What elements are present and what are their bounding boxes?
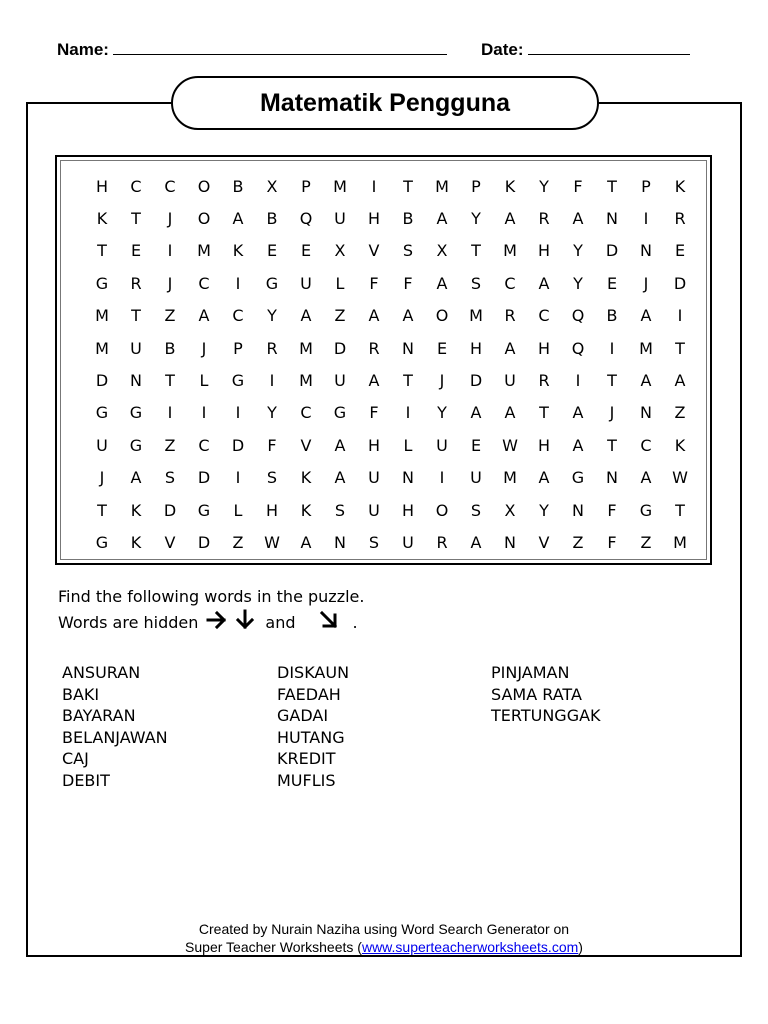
- grid-letter[interactable]: U: [504, 371, 516, 391]
- grid-letter[interactable]: W: [672, 468, 688, 488]
- grid-letter[interactable]: A: [300, 532, 312, 552]
- grid-letter[interactable]: A: [572, 209, 584, 229]
- grid-letter[interactable]: T: [131, 209, 141, 229]
- grid-letter[interactable]: V: [300, 435, 312, 455]
- grid-letter[interactable]: A: [640, 371, 652, 391]
- grid-letter[interactable]: Y: [471, 209, 481, 229]
- grid-letter[interactable]: I: [405, 403, 411, 423]
- grid-letter[interactable]: D: [673, 273, 687, 293]
- grid-letter[interactable]: I: [575, 371, 581, 391]
- grid-letter[interactable]: X: [436, 241, 448, 261]
- grid-letter[interactable]: H: [469, 338, 483, 358]
- instruction-line-2: [58, 609, 358, 635]
- instruction-hidden-text: Words are hidden: [58, 612, 199, 632]
- grid-letter[interactable]: E: [266, 241, 278, 261]
- grid-letter[interactable]: R: [674, 209, 686, 229]
- grid-letter[interactable]: A: [538, 468, 550, 488]
- grid-letter[interactable]: T: [97, 241, 107, 261]
- grid-letter[interactable]: I: [609, 338, 615, 358]
- grid-letter[interactable]: Z: [164, 306, 176, 326]
- grid-letter[interactable]: J: [201, 338, 207, 358]
- grid-letter[interactable]: A: [572, 435, 584, 455]
- word-item: PINJAMAN: [491, 663, 570, 682]
- grid-letter[interactable]: A: [470, 532, 482, 552]
- date-field[interactable]: [481, 40, 690, 60]
- grid-letter[interactable]: T: [607, 176, 617, 196]
- grid-letter[interactable]: K: [130, 500, 142, 520]
- grid-letter[interactable]: T: [607, 435, 617, 455]
- word-item: ANSURAN: [62, 663, 141, 682]
- grid-letter[interactable]: G: [129, 403, 143, 423]
- grid-letter[interactable]: T: [403, 371, 413, 391]
- grid-letter[interactable]: A: [334, 435, 346, 455]
- grid-letter[interactable]: U: [300, 273, 312, 293]
- grid-letter[interactable]: X: [504, 500, 516, 520]
- grid-letter[interactable]: E: [436, 338, 448, 358]
- grid-letter[interactable]: A: [538, 273, 550, 293]
- arrow-down-right-icon: [318, 609, 340, 635]
- grid-letter[interactable]: R: [266, 338, 278, 358]
- grid-letter[interactable]: C: [198, 273, 210, 293]
- grid-letter[interactable]: H: [367, 209, 381, 229]
- grid-letter[interactable]: E: [606, 273, 618, 293]
- superteacherworksheets-link[interactable]: www.superteacherworksheets.com: [361, 939, 579, 955]
- grid-letter[interactable]: U: [334, 371, 346, 391]
- grid-letter[interactable]: V: [538, 532, 550, 552]
- grid-letter[interactable]: H: [265, 500, 279, 520]
- grid-letter[interactable]: D: [605, 241, 619, 261]
- grid-letter[interactable]: H: [367, 435, 381, 455]
- grid-letter[interactable]: I: [201, 403, 207, 423]
- word-item: BELANJAWAN: [62, 727, 168, 747]
- grid-letter[interactable]: F: [403, 273, 413, 293]
- grid-letter[interactable]: G: [639, 500, 653, 520]
- grid-letter[interactable]: S: [470, 500, 482, 520]
- grid-letter[interactable]: S: [368, 532, 380, 552]
- grid-letter[interactable]: R: [538, 209, 550, 229]
- grid-letter[interactable]: N: [504, 532, 516, 552]
- word-item: SAMA RATA: [491, 684, 582, 704]
- grid-letter[interactable]: M: [435, 176, 449, 196]
- grid-letter[interactable]: S: [266, 468, 278, 488]
- grid-letter[interactable]: G: [571, 468, 585, 488]
- grid-row: [85, 429, 697, 461]
- grid-letter[interactable]: U: [368, 500, 380, 520]
- grid-letter[interactable]: T: [97, 500, 107, 520]
- grid-letter[interactable]: A: [674, 371, 686, 391]
- grid-letter[interactable]: D: [197, 468, 211, 488]
- word-item: DISKAUN: [277, 663, 350, 682]
- word-list-column-1: [62, 662, 168, 791]
- grid-letter[interactable]: T: [131, 306, 141, 326]
- grid-letter[interactable]: U: [402, 532, 414, 552]
- grid-letter[interactable]: O: [197, 176, 211, 196]
- name-blank-line[interactable]: [113, 40, 447, 55]
- grid-letter[interactable]: M: [197, 241, 211, 261]
- footer-site-line: [0, 939, 768, 955]
- grid-letter[interactable]: D: [197, 532, 211, 552]
- grid-letter[interactable]: N: [640, 403, 652, 423]
- grid-letter[interactable]: C: [232, 306, 244, 326]
- grid-letter[interactable]: Q: [571, 338, 585, 358]
- grid-letter[interactable]: Y: [267, 306, 277, 326]
- grid-letter[interactable]: P: [233, 338, 243, 358]
- grid-letter[interactable]: M: [503, 241, 517, 261]
- grid-letter[interactable]: I: [371, 176, 377, 196]
- grid-letter[interactable]: I: [643, 209, 649, 229]
- word-list-column-2: [277, 662, 349, 791]
- grid-letter[interactable]: T: [675, 500, 685, 520]
- grid-letter[interactable]: Z: [572, 532, 584, 552]
- grid-letter[interactable]: G: [129, 435, 143, 455]
- grid-letter[interactable]: T: [165, 371, 175, 391]
- grid-letter[interactable]: I: [439, 468, 445, 488]
- grid-letter[interactable]: I: [235, 403, 241, 423]
- grid-row: [85, 364, 697, 396]
- footer-site-suffix: ): [578, 939, 583, 955]
- word-item: DEBIT: [62, 770, 110, 790]
- grid-letter[interactable]: R: [130, 273, 142, 293]
- grid-letter[interactable]: D: [95, 371, 109, 391]
- grid-letter[interactable]: N: [334, 532, 346, 552]
- grid-letter[interactable]: M: [469, 306, 483, 326]
- grid-letter[interactable]: E: [470, 435, 482, 455]
- name-field[interactable]: [57, 40, 447, 60]
- grid-row: [85, 267, 697, 299]
- grid-letter[interactable]: K: [504, 176, 516, 196]
- grid-letter[interactable]: C: [504, 273, 516, 293]
- grid-letter[interactable]: B: [164, 338, 176, 358]
- grid-letter[interactable]: C: [198, 435, 210, 455]
- grid-letter[interactable]: A: [572, 403, 584, 423]
- grid-letter[interactable]: P: [301, 176, 311, 196]
- grid-letter[interactable]: I: [235, 273, 241, 293]
- grid-letter[interactable]: H: [537, 435, 551, 455]
- grid-letter[interactable]: N: [606, 468, 618, 488]
- grid-letter[interactable]: D: [469, 371, 483, 391]
- grid-letter[interactable]: F: [369, 403, 379, 423]
- grid-letter[interactable]: F: [369, 273, 379, 293]
- grid-letter[interactable]: W: [502, 435, 518, 455]
- grid-letter[interactable]: A: [232, 209, 244, 229]
- grid-letter[interactable]: M: [503, 468, 517, 488]
- grid-letter[interactable]: B: [232, 176, 244, 196]
- grid-letter[interactable]: N: [130, 371, 142, 391]
- grid-letter[interactable]: G: [95, 532, 109, 552]
- grid-letter[interactable]: O: [197, 209, 211, 229]
- grid-letter[interactable]: Y: [539, 176, 549, 196]
- grid-letter[interactable]: N: [402, 338, 414, 358]
- grid-letter[interactable]: S: [470, 273, 482, 293]
- grid-letter[interactable]: U: [334, 209, 346, 229]
- grid-letter[interactable]: R: [504, 306, 516, 326]
- grid-letter[interactable]: M: [673, 532, 687, 552]
- grid-letter[interactable]: M: [333, 176, 347, 196]
- grid-letter[interactable]: E: [674, 241, 686, 261]
- grid-letter[interactable]: J: [439, 371, 445, 391]
- grid-letter[interactable]: A: [334, 468, 346, 488]
- grid-letter[interactable]: F: [607, 500, 617, 520]
- grid-letter[interactable]: M: [95, 306, 109, 326]
- instruction-period: .: [352, 612, 358, 632]
- footer-site-prefix: Super Teacher Worksheets (: [185, 939, 362, 955]
- grid-letter[interactable]: X: [334, 241, 346, 261]
- grid-letter[interactable]: I: [677, 306, 683, 326]
- grid-letter[interactable]: F: [573, 176, 583, 196]
- grid-letter[interactable]: L: [199, 371, 209, 391]
- grid-letter[interactable]: G: [197, 500, 211, 520]
- grid-letter[interactable]: I: [167, 403, 173, 423]
- grid-letter[interactable]: A: [640, 468, 652, 488]
- grid-letter[interactable]: T: [675, 338, 685, 358]
- arrow-right-icon: [206, 610, 228, 634]
- grid-letter[interactable]: T: [471, 241, 481, 261]
- grid-letter[interactable]: G: [95, 403, 109, 423]
- grid-letter[interactable]: B: [266, 209, 278, 229]
- instruction-and-text: and: [265, 612, 296, 632]
- date-label: Date:: [481, 40, 524, 59]
- grid-letter[interactable]: Z: [674, 403, 686, 423]
- grid-letter[interactable]: V: [368, 241, 380, 261]
- grid-letter[interactable]: Y: [437, 403, 447, 423]
- grid-letter[interactable]: C: [164, 176, 176, 196]
- grid-letter[interactable]: D: [231, 435, 245, 455]
- grid-letter[interactable]: K: [96, 209, 108, 229]
- worksheet-title: Matematik Pengguna: [171, 76, 599, 130]
- grid-letter[interactable]: O: [435, 306, 449, 326]
- word-item: BAYARAN: [62, 706, 136, 725]
- grid-letter[interactable]: S: [402, 241, 414, 261]
- grid-letter[interactable]: A: [470, 403, 482, 423]
- grid-letter[interactable]: J: [167, 273, 173, 293]
- grid-letter[interactable]: Y: [267, 403, 277, 423]
- grid-letter[interactable]: U: [96, 435, 108, 455]
- grid-row: [85, 170, 697, 202]
- grid-letter[interactable]: U: [368, 468, 380, 488]
- grid-letter[interactable]: M: [95, 338, 109, 358]
- word-item: TERTUNGGAK: [491, 706, 601, 725]
- grid-letter[interactable]: A: [300, 306, 312, 326]
- word-list-column-3: [491, 662, 601, 727]
- grid-letter[interactable]: Y: [573, 241, 583, 261]
- grid-row: [85, 462, 697, 494]
- grid-letter[interactable]: N: [606, 209, 618, 229]
- arrow-down-icon: [234, 609, 256, 635]
- grid-letter[interactable]: K: [674, 176, 686, 196]
- grid-letter[interactable]: G: [95, 273, 109, 293]
- grid-letter[interactable]: F: [267, 435, 277, 455]
- grid-letter[interactable]: N: [640, 241, 652, 261]
- grid-letter[interactable]: E: [300, 241, 312, 261]
- grid-letter[interactable]: L: [233, 500, 243, 520]
- word-item: CAJ: [62, 749, 89, 768]
- grid-letter[interactable]: A: [436, 273, 448, 293]
- grid-row: [85, 397, 697, 429]
- grid-letter[interactable]: K: [674, 435, 686, 455]
- grid-letter[interactable]: K: [300, 468, 312, 488]
- grid-letter[interactable]: J: [643, 273, 649, 293]
- grid-letter[interactable]: D: [163, 500, 177, 520]
- grid-row: [85, 235, 697, 267]
- grid-letter[interactable]: T: [539, 403, 549, 423]
- grid-letter[interactable]: V: [164, 532, 176, 552]
- grid-letter[interactable]: A: [198, 306, 210, 326]
- grid-row: [85, 202, 697, 234]
- date-blank-line[interactable]: [528, 40, 690, 55]
- grid-letter[interactable]: J: [167, 209, 173, 229]
- grid-letter[interactable]: I: [235, 468, 241, 488]
- grid-letter[interactable]: A: [436, 209, 448, 229]
- name-label: Name:: [57, 40, 109, 59]
- grid-letter[interactable]: A: [402, 306, 414, 326]
- word-item: FAEDAH: [277, 684, 341, 704]
- grid-letter[interactable]: T: [403, 176, 413, 196]
- grid-letter[interactable]: T: [607, 371, 617, 391]
- grid-letter[interactable]: I: [269, 371, 275, 391]
- grid-letter[interactable]: Z: [334, 306, 346, 326]
- grid-letter[interactable]: Q: [299, 209, 313, 229]
- grid-letter[interactable]: B: [402, 209, 414, 229]
- grid-row: [85, 494, 697, 526]
- grid-letter[interactable]: J: [99, 468, 105, 488]
- grid-letter[interactable]: H: [95, 176, 109, 196]
- grid-letter[interactable]: A: [640, 306, 652, 326]
- grid-letter[interactable]: P: [641, 176, 651, 196]
- grid-letter[interactable]: A: [130, 468, 142, 488]
- word-item: BAKI: [62, 684, 100, 704]
- grid-letter[interactable]: A: [504, 338, 516, 358]
- word-item: GADAI: [277, 706, 329, 725]
- grid-letter[interactable]: F: [607, 532, 617, 552]
- grid-letter[interactable]: G: [333, 403, 347, 423]
- grid-row: [85, 332, 697, 364]
- grid-letter[interactable]: G: [231, 371, 245, 391]
- grid-letter[interactable]: A: [368, 306, 380, 326]
- grid-letter[interactable]: C: [640, 435, 652, 455]
- grid-letter[interactable]: H: [537, 241, 551, 261]
- grid-row: [85, 526, 697, 558]
- grid-letter[interactable]: U: [470, 468, 482, 488]
- grid-letter[interactable]: R: [368, 338, 380, 358]
- grid-letter[interactable]: S: [164, 468, 176, 488]
- grid-letter[interactable]: A: [368, 371, 380, 391]
- grid-letter[interactable]: I: [167, 241, 173, 261]
- word-item: HUTANG: [277, 727, 345, 747]
- grid-letter[interactable]: X: [266, 176, 278, 196]
- grid-letter[interactable]: D: [333, 338, 347, 358]
- word-item: KREDIT: [277, 749, 336, 768]
- word-item: MUFLIS: [277, 770, 336, 790]
- grid-letter[interactable]: R: [436, 532, 448, 552]
- instruction-line-1: Find the following words in the puzzle.: [58, 587, 365, 606]
- grid-letter[interactable]: Y: [573, 273, 583, 293]
- grid-letter[interactable]: N: [572, 500, 584, 520]
- grid-letter[interactable]: M: [299, 371, 313, 391]
- grid-letter[interactable]: W: [264, 532, 280, 552]
- grid-letter[interactable]: K: [300, 500, 312, 520]
- grid-letter[interactable]: Z: [640, 532, 652, 552]
- grid-letter[interactable]: M: [299, 338, 313, 358]
- grid-letter[interactable]: C: [538, 306, 550, 326]
- grid-letter[interactable]: N: [402, 468, 414, 488]
- grid-letter[interactable]: K: [130, 532, 142, 552]
- grid-letter[interactable]: U: [436, 435, 448, 455]
- grid-letter[interactable]: Q: [571, 306, 585, 326]
- grid-row: [85, 300, 697, 332]
- grid-letter[interactable]: B: [606, 306, 618, 326]
- grid-letter[interactable]: Z: [164, 435, 176, 455]
- footer-credit-line: Created by Nurain Naziha using Word Search Generator on: [198, 921, 570, 937]
- word-search-grid: [85, 170, 697, 559]
- grid-letter[interactable]: A: [504, 403, 516, 423]
- grid-letter[interactable]: L: [335, 273, 345, 293]
- grid-letter[interactable]: S: [334, 500, 346, 520]
- grid-letter[interactable]: M: [639, 338, 653, 358]
- grid-letter[interactable]: O: [435, 500, 449, 520]
- grid-letter[interactable]: K: [232, 241, 244, 261]
- grid-letter[interactable]: C: [300, 403, 312, 423]
- grid-letter[interactable]: R: [538, 371, 550, 391]
- grid-letter[interactable]: H: [401, 500, 415, 520]
- grid-letter[interactable]: P: [471, 176, 481, 196]
- grid-letter[interactable]: G: [265, 273, 279, 293]
- grid-letter[interactable]: L: [403, 435, 413, 455]
- grid-letter[interactable]: Y: [539, 500, 549, 520]
- grid-letter[interactable]: C: [130, 176, 142, 196]
- grid-letter[interactable]: Z: [232, 532, 244, 552]
- grid-letter[interactable]: E: [130, 241, 142, 261]
- grid-letter[interactable]: J: [609, 403, 615, 423]
- grid-letter[interactable]: H: [537, 338, 551, 358]
- grid-letter[interactable]: U: [130, 338, 142, 358]
- grid-letter[interactable]: A: [504, 209, 516, 229]
